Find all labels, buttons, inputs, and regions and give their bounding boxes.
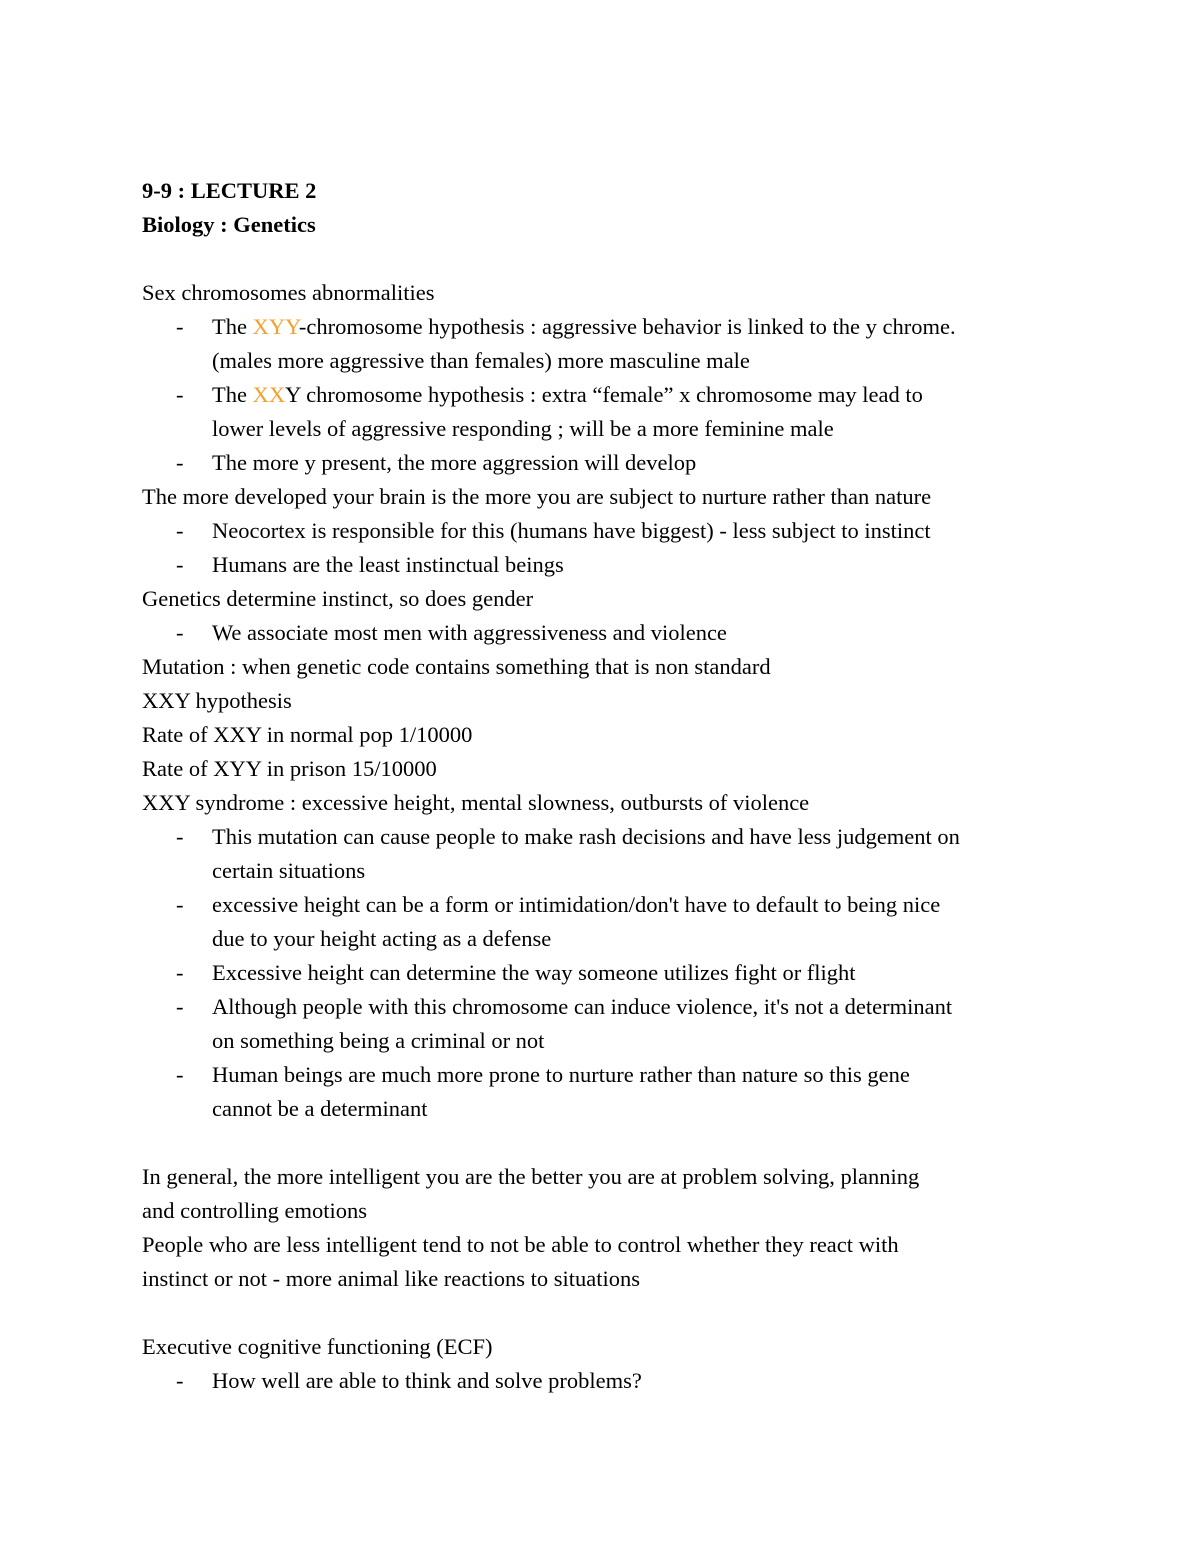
- text-line: XXY syndrome : excessive height, mental slowness, outbursts of violence: [142, 790, 810, 815]
- section-heading: Sex chromosomes abnormalities: [142, 280, 435, 305]
- bullet-dash: -: [176, 382, 184, 407]
- bullet-item: [142, 888, 1082, 956]
- bullet-continuation: cannot be a determinant: [212, 1096, 428, 1121]
- section-heading: Genetics determine instinct, so does gender: [142, 586, 534, 611]
- bullet-dash: -: [176, 450, 184, 475]
- bullet-item: [142, 548, 1082, 582]
- blank-line: [142, 1296, 1082, 1330]
- highlighted-text: XYY: [252, 314, 299, 339]
- section-heading: Executive cognitive functioning (ECF): [142, 1334, 493, 1359]
- bullet-item: [142, 990, 1082, 1058]
- bullet-continuation: due to your height acting as a defense: [212, 926, 552, 951]
- bullet-text: Human beings are much more prone to nurture rather than nature so this gene: [212, 1062, 910, 1087]
- bullet-item: [142, 956, 1082, 990]
- bullet-dash: -: [176, 1062, 184, 1087]
- bullet-item: [142, 514, 1082, 548]
- bullet-continuation: lower levels of aggressive responding ; will be a more feminine male: [212, 416, 834, 441]
- bullet-dash: -: [176, 960, 184, 985]
- bullet-dash: -: [176, 1368, 184, 1393]
- bullet-continuation: on something being a criminal or not: [212, 1028, 545, 1053]
- bullet-item: [142, 820, 1082, 888]
- bullet-text: We associate most men with aggressiveness and violence: [212, 620, 727, 645]
- bullet-item: [142, 310, 1082, 378]
- bullet-text: The more y present, the more aggression will develop: [212, 450, 697, 475]
- bullet-item: [142, 1058, 1082, 1126]
- bullet-dash: -: [176, 552, 184, 577]
- blank-line: [142, 242, 1082, 276]
- bullet-dash: -: [176, 892, 184, 917]
- bullet-item: [142, 1364, 1082, 1398]
- bullet-text: -chromosome hypothesis : aggressive behavior is linked to the y chrome.: [298, 314, 956, 339]
- bullet-item: [142, 616, 1082, 650]
- bullet-text: Although people with this chromosome can induce violence, it's not a determinant: [212, 994, 953, 1019]
- bullet-text: Y chromosome hypothesis : extra “female” x chromosome may lead to: [285, 382, 923, 407]
- text-line: Rate of XYY in prison 15/10000: [142, 756, 437, 781]
- bullet-text: Neocortex is responsible for this (humans have biggest) - less subject to instinct: [212, 518, 931, 543]
- bullet-continuation: certain situations: [212, 858, 366, 883]
- course-title: Biology : Genetics: [142, 212, 316, 237]
- bullet-dash: -: [176, 518, 184, 543]
- bullet-dash: -: [176, 824, 184, 849]
- bullet-text: This mutation can cause people to make rash decisions and have less judgement on: [212, 824, 960, 849]
- section-heading: The more developed your brain is the more you are subject to nurture rather than nature: [142, 484, 932, 509]
- blank-line: [142, 1126, 1082, 1160]
- bullet-item: [142, 378, 1082, 446]
- bullet-text: How well are able to think and solve problems?: [212, 1368, 642, 1393]
- lecture-title: 9-9 : LECTURE 2: [142, 178, 317, 203]
- bullet-item: [142, 446, 1082, 480]
- text-line: Mutation : when genetic code contains something that is non standard: [142, 654, 771, 679]
- text-line: XXY hypothesis: [142, 688, 292, 713]
- text-line: Rate of XXY in normal pop 1/10000: [142, 722, 473, 747]
- bullet-text: excessive height can be a form or intimidation/don't have to default to being nice: [212, 892, 941, 917]
- bullet-dash: -: [176, 314, 184, 339]
- text-line: In general, the more intelligent you are the better you are at problem solving, planning: [142, 1164, 920, 1189]
- highlighted-text: XX: [252, 382, 286, 407]
- bullet-text: The: [212, 382, 253, 407]
- bullet-dash: -: [176, 620, 184, 645]
- bullet-text: The: [212, 314, 253, 339]
- bullet-continuation: (males more aggressive than females) more masculine male: [212, 348, 750, 373]
- text-line: People who are less intelligent tend to not be able to control whether they react with: [142, 1232, 899, 1257]
- bullet-dash: -: [176, 994, 184, 1019]
- bullet-text: Excessive height can determine the way someone utilizes fight or flight: [212, 960, 856, 985]
- document-page: [142, 174, 1082, 1398]
- text-line: instinct or not - more animal like reactions to situations: [142, 1266, 641, 1291]
- text-line: and controlling emotions: [142, 1198, 367, 1223]
- bullet-text: Humans are the least instinctual beings: [212, 552, 564, 577]
